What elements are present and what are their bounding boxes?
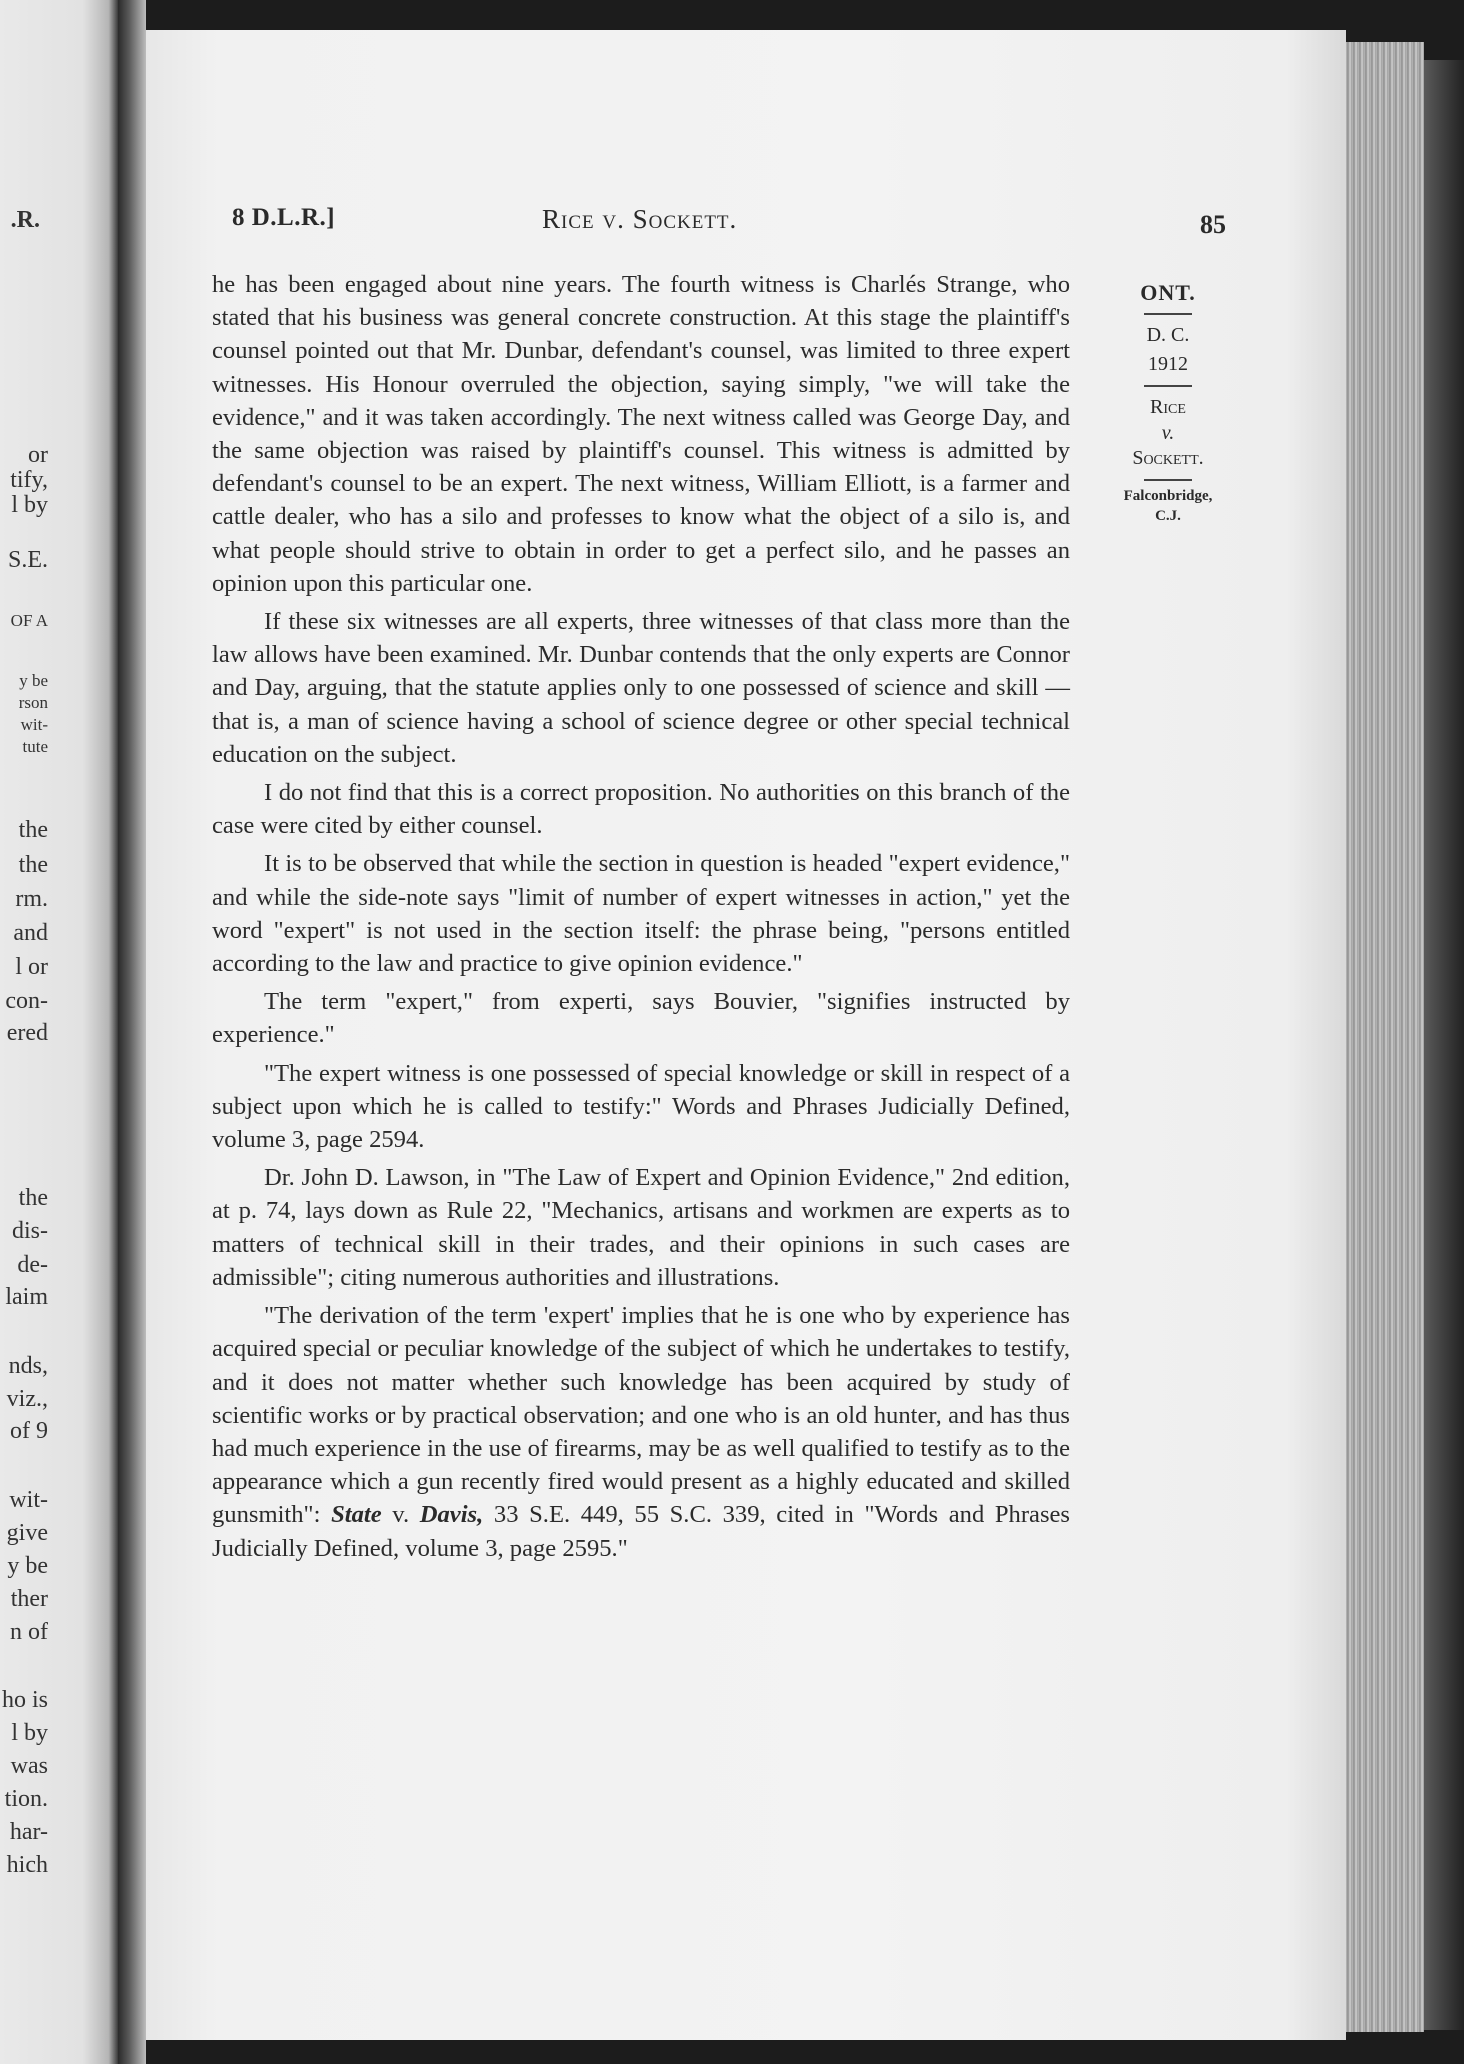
paragraph-7: Dr. John D. Lawson, in "The Law of Expert and Opinion Evidence," 2nd edition, at p. 74, lays down as Rule 22, "Mechanics, artisans and workmen are experts as to matters of technical skill in their trades, and their opinions in such cases are admissible"; citing numerous authorities and illustrations. <box>212 1164 1070 1291</box>
party-1: Rice <box>1150 396 1186 418</box>
jurisdiction: ONT. <box>1140 280 1196 305</box>
facing-page-fragment: rson <box>18 693 48 712</box>
paragraph-5: The term "expert," from experti, says Bouvier, "signifies instructed by experience." <box>212 988 1070 1049</box>
facing-page-fragment: wit- <box>9 1487 48 1513</box>
book-cover-edge <box>1424 60 1464 2030</box>
facing-page-fragment: l or <box>15 954 48 980</box>
judge-name: Falconbridge, <box>1123 488 1213 504</box>
judge-title: C.J. <box>1155 508 1181 524</box>
facing-page-fragment: viz., <box>6 1386 48 1412</box>
paragraph-4: It is to be observed that while the section in question is headed "expert evidence," and while the side-note says "limit of number of expert witnesses in action," yet the word "expert" is not used in the section itself: the phrase being, "persons entitled according to the law and practice to give opinion evidence." <box>212 850 1070 978</box>
party-2: Sockett. <box>1132 447 1204 469</box>
paragraph-2: If these six witnesses are all experts, three witnesses of that class more than the law allows have been examined. Mr. Dunbar contends that the only experts are Connor and Day, arguing, that the statute applies only to one possessed of science and skill —that is, a man of science having a school of science degree or other special technical education on the subject. <box>212 608 1070 768</box>
court: D. C. <box>1146 324 1190 346</box>
facing-page-fragment: n of <box>10 1619 48 1645</box>
side-note-rule <box>1144 479 1192 481</box>
facing-page-fragment: the <box>18 852 48 878</box>
facing-page-fragment: .R. <box>10 207 40 233</box>
facing-page-fragment: tute <box>22 737 48 756</box>
facing-page-fragment: har- <box>9 1819 48 1845</box>
facing-page-fragment: or <box>28 442 48 468</box>
facing-page-fragment: l by <box>11 1720 48 1746</box>
case-title: Rice v. Sockett. <box>542 204 738 234</box>
facing-page-fragment: ho is <box>1 1687 48 1713</box>
facing-page-fragment: ther <box>10 1586 48 1612</box>
facing-page-fragment: S.E. <box>7 547 48 573</box>
facing-page-fragment: nds, <box>8 1353 48 1379</box>
judgment-body <box>212 268 1070 1565</box>
paragraph-1: he has been engaged about nine years. The fourth witness is Charlés Strange, who stated that his business was general concrete construction. At this stage the plaintiff's counsel pointed out that Mr. Dunbar, defendant's counsel, was limited to three expert witnesses. His Honour overruled the objection, saying simply, "we will take the evidence," and it was taken accordingly. The next witness called was George Day, and the same objection was raised by plaintiff's counsel. This witness is admitted by defendant's counsel to be an expert. The next witness, William Elliott, is a farmer and cattle dealer, who has a silo and professes to know what the object of a silo is, and what people should strive to obtain in order to get a perfect silo, and he passes an opinion upon this particular one. <box>212 271 1070 597</box>
paragraph-8 <box>212 1299 1070 1565</box>
facing-page-fragment: l by <box>11 492 48 518</box>
facing-page-fragment: rm. <box>15 886 48 912</box>
running-head <box>232 204 1232 244</box>
facing-page-fragment: y be <box>7 1553 48 1579</box>
quotation-text: "The derivation of the term 'expert' implies that he is one who by experience has acquired special or peculiar knowledge of the subject of which he undertakes to testify, and it does not matter whether such knowledge has been acquired by study of scientific works or by practical observation; and one who is an old hunter, and has thus had much experience in the use of firearms, may be as well qualified to testify as to the appearance which a gun recently fired would present as a highly educated and skilled gunsmith": <box>212 1302 1070 1529</box>
citation-party-1: State <box>331 1501 382 1529</box>
margin-side-note <box>1098 278 1238 525</box>
book-gutter <box>118 0 146 2064</box>
facing-page-fragment: de- <box>17 1252 48 1278</box>
facing-page-fragment: ered <box>6 1020 48 1046</box>
citation-party-2: Davis, <box>419 1501 484 1529</box>
facing-page-fragment: laim <box>5 1284 48 1310</box>
citation-reference: 33 S.E. 449, 55 S.C. 339, cited in "Words and Phrases Judicially Defined, volume 3, page 2595." <box>212 1501 1071 1562</box>
side-note-rule <box>1144 385 1192 387</box>
year: 1912 <box>1148 353 1188 375</box>
facing-page-fragment: wit- <box>20 715 48 734</box>
facing-page-fragment: y be <box>19 671 48 690</box>
citation-versus: v. <box>381 1501 420 1529</box>
volume-reference: 8 D.L.R.] <box>232 204 336 231</box>
facing-page-fragment: hich <box>6 1852 48 1878</box>
facing-page-fragment: give <box>6 1520 48 1546</box>
side-note-rule <box>1144 313 1192 315</box>
paragraph-6: "The expert witness is one possessed of special knowledge or skill in respect of a subject upon which he is called to testify:" Words and Phrases Judicially Defined, volume 3, page 2594. <box>212 1059 1070 1154</box>
facing-page-fragment: the <box>18 817 48 843</box>
page-stack-edges <box>1346 42 1424 2032</box>
facing-page-fragment: was <box>10 1753 48 1779</box>
facing-page-fragment: tify, <box>10 467 48 493</box>
facing-page-edge <box>0 0 118 2064</box>
facing-page-fragment: the <box>18 1185 48 1211</box>
facing-page-fragment: and <box>13 920 48 946</box>
facing-page-fragment: tion. <box>4 1786 48 1812</box>
facing-page-text-fragments <box>0 0 118 2064</box>
facing-page-fragment: con- <box>5 988 48 1014</box>
facing-page-fragment: OF A <box>10 611 48 630</box>
page-number: 85 <box>1200 210 1226 239</box>
versus: v. <box>1161 422 1175 444</box>
facing-page-fragment: of 9 <box>10 1418 48 1444</box>
paragraph-3: I do not find that this is a correct proposition. No authorities on this branch of the case were cited by either counsel. <box>212 779 1070 840</box>
facing-page-fragment: dis- <box>12 1218 48 1244</box>
